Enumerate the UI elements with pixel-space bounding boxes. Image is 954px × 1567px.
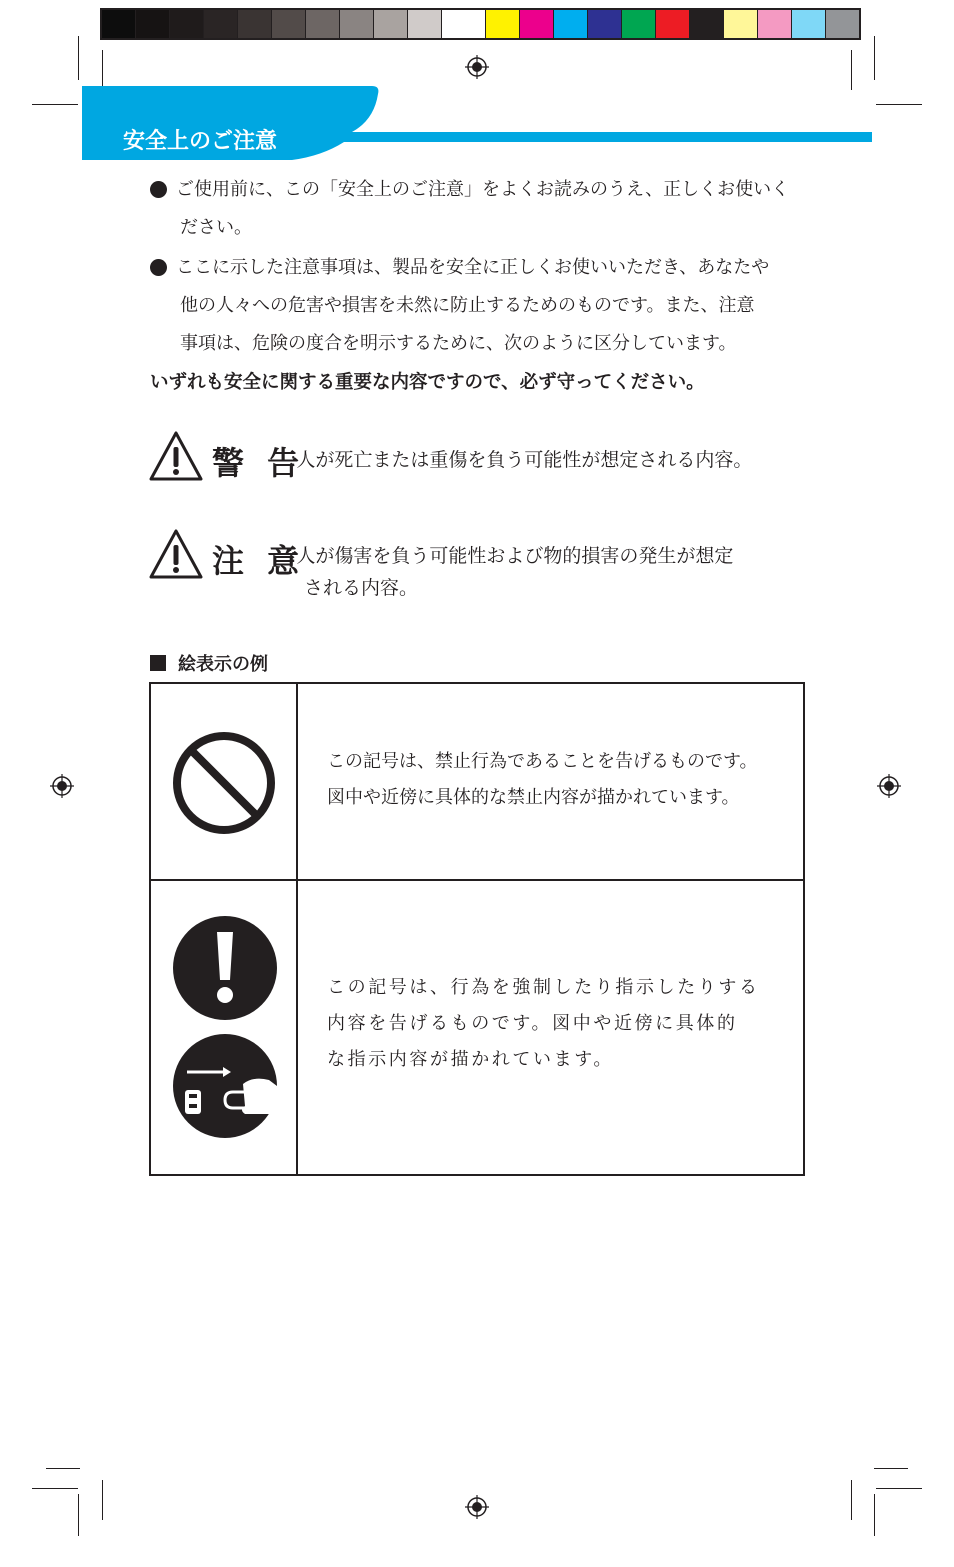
pictogram-line: 内容を告げるものです。図中や近傍に具体的 [327, 1013, 738, 1034]
color-swatch [339, 10, 373, 38]
unplug-icon [173, 1034, 277, 1138]
bullet-line: ださい。 [180, 217, 252, 238]
bullet-dot [150, 259, 167, 276]
pictogram-line: 図中や近傍に具体的な禁止内容が描かれています。 [327, 787, 740, 808]
crop-mark [874, 36, 875, 80]
color-swatch [271, 10, 305, 38]
crop-mark [874, 1468, 908, 1469]
caution-description-line: される内容。 [304, 577, 419, 599]
color-swatch [407, 10, 441, 38]
color-swatch [587, 10, 621, 38]
crop-mark [46, 1468, 80, 1469]
bullet-item [176, 249, 816, 363]
color-swatch [373, 10, 407, 38]
color-swatch [723, 10, 757, 38]
pictogram-line: な指示内容が描かれています。 [327, 1049, 614, 1070]
page-title: 安全上のご注意 [123, 129, 278, 154]
color-swatch [621, 10, 655, 38]
registration-mark-icon [877, 774, 901, 798]
mandatory-icon [173, 916, 277, 1020]
color-swatch [305, 10, 339, 38]
crop-mark [874, 1494, 875, 1536]
bullet-line: ここに示した注意事項は、製品を安全に正しくお使いいただき、あなたや [176, 257, 770, 278]
crop-mark [32, 104, 78, 105]
section-heading [150, 650, 268, 676]
registration-mark-icon [465, 55, 489, 79]
warning-label: 警 告 [212, 444, 306, 482]
bullet-line: 事項は、危険の度合を明示するために、次のように区分しています。 [180, 333, 737, 354]
emphasis-note: いずれも安全に関する重要な内容ですので、必ず守ってください。 [150, 372, 705, 393]
caution-triangle-icon [148, 528, 204, 580]
color-swatch [485, 10, 519, 38]
crop-mark [78, 36, 79, 80]
bullet-line: 他の人々への危害や損害を未然に防止するためのものです。また、注意 [180, 295, 755, 316]
color-swatch [237, 10, 271, 38]
color-calibration-bar [100, 8, 861, 40]
bullet-dot [150, 181, 167, 198]
crop-mark [876, 104, 922, 105]
color-swatch [441, 10, 475, 38]
prohibition-icon [171, 730, 277, 836]
crop-mark [102, 50, 103, 90]
color-swatch [791, 10, 825, 38]
pictogram-table [149, 682, 805, 1176]
pictogram-line: この記号は、禁止行為であることを告げるものです。 [327, 751, 758, 772]
color-swatch [825, 10, 859, 38]
crop-mark [876, 1488, 922, 1489]
bullet-item [176, 171, 816, 247]
pictogram-line: この記号は、行為を強制したり指示したりする [327, 977, 760, 998]
bullet-line: ご使用前に、この「安全上のご注意」をよくお読みのうえ、正しくお使いく [176, 179, 790, 200]
table-divider [296, 684, 298, 1174]
color-swatch [203, 10, 237, 38]
color-swatch [655, 10, 689, 38]
crop-mark [102, 1480, 103, 1520]
color-swatch [102, 10, 135, 38]
warning-triangle-icon [148, 430, 204, 482]
caution-description-line: :人が傷害を負う可能性および物的損害の発生が想定 [290, 545, 734, 567]
color-swatch [689, 10, 723, 38]
caution-description [290, 540, 733, 604]
pictogram-description [327, 744, 758, 816]
square-bullet-icon [150, 655, 166, 671]
color-swatch [135, 10, 169, 38]
color-swatch [519, 10, 553, 38]
color-swatch [169, 10, 203, 38]
warning-description: :人が死亡または重傷を負う可能性が想定される内容。 [290, 449, 753, 471]
crop-mark [851, 50, 852, 90]
color-swatch [553, 10, 587, 38]
pictogram-description [327, 970, 760, 1078]
registration-mark-icon [465, 1495, 489, 1519]
color-swatch [757, 10, 791, 38]
crop-mark [78, 1494, 79, 1536]
registration-mark-icon [50, 774, 74, 798]
section-heading-text: 絵表示の例 [178, 654, 268, 675]
crop-mark [32, 1488, 78, 1489]
caution-label: 注 意 [212, 542, 306, 580]
crop-mark [851, 1480, 852, 1520]
table-divider [151, 879, 803, 881]
